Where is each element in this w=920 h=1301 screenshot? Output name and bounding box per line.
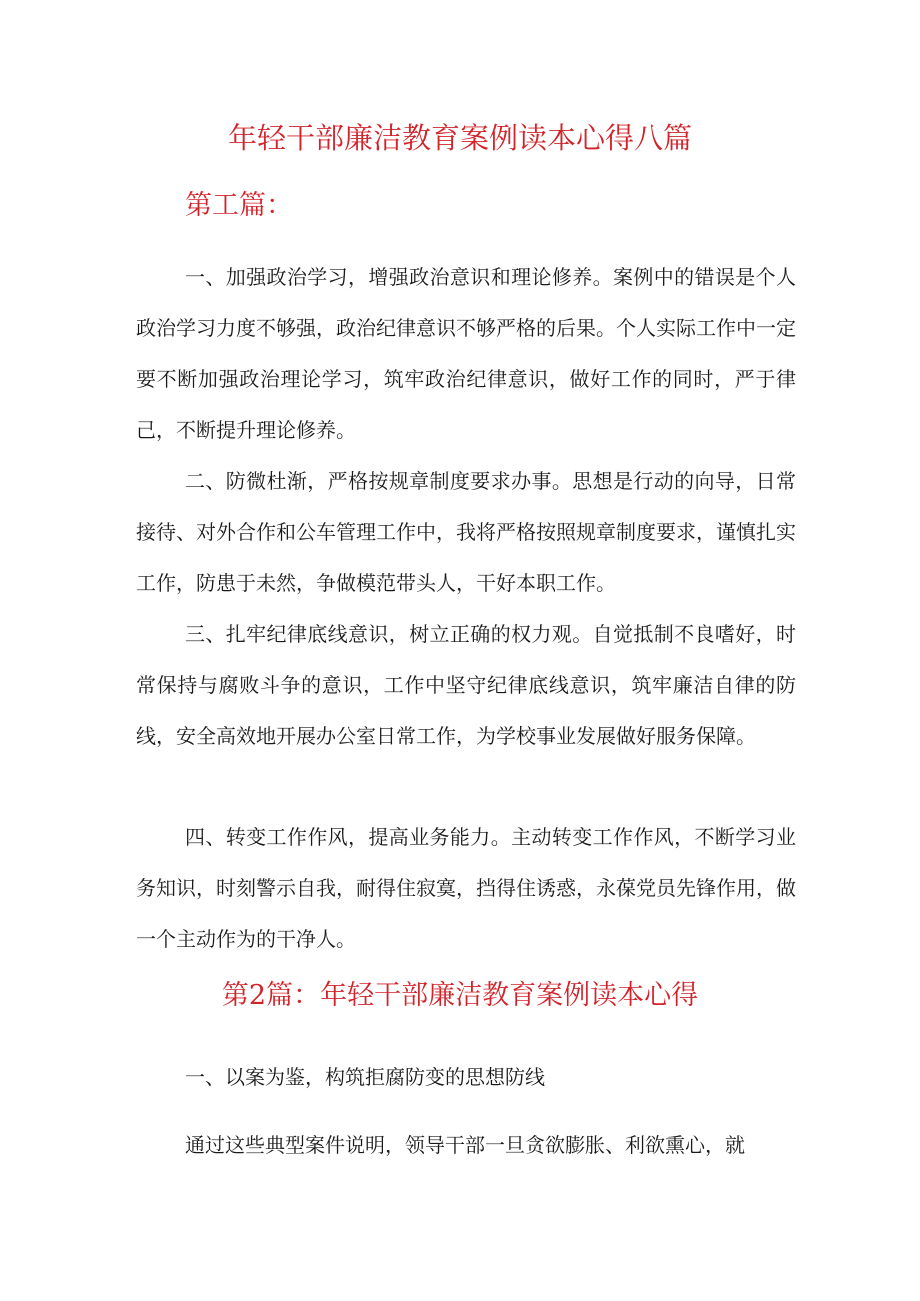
part1-paragraph-2: 二、防微杜渐，严格按规章制度要求办事。思想是行动的向导，日常接待、对外合作和公车管理工作中，我将严格按照规章制度要求，谨慎扎实工作，防患于未然，争做模范带头人，干好本职工作。 bbox=[136, 469, 796, 595]
part2-heading: 第2篇：年轻干部廉洁教育案例读本心得 bbox=[221, 980, 699, 1011]
part2-paragraph-2: 通过这些典型案件说明，领导干部一旦贪欲膨胀、利欲熏心，就 bbox=[185, 1133, 745, 1157]
part2-paragraph-1: 一、以案为鉴，构筑拒腐防变的思想防线 bbox=[185, 1065, 545, 1089]
part1-paragraph-3: 三、扎牢纪律底线意识，树立正确的权力观。自觉抵制不良嗜好，时常保持与腐败斗争的意识，工作中坚守纪律底线意识，筑牢廉洁自律的防线，安全高效地开展办公室日常工作，为学校事业发展做好服务保障。 bbox=[136, 622, 796, 748]
part1-heading: 第工篇： bbox=[185, 190, 293, 221]
document-title: 年轻干部廉洁教育案例读本心得八篇 bbox=[227, 121, 692, 155]
part1-paragraph-4: 四、转变工作作风，提高业务能力。主动转变工作作风，不断学习业务知识，时刻警示自我，耐得住寂寞，挡得住诱惑，永葆党员先锋作用，做一个主动作为的干净人。 bbox=[136, 825, 796, 951]
part1-paragraph-1: 一、加强政治学习，增强政治意识和理论修养。案例中的错误是个人政治学习力度不够强，政治纪律意识不够严格的后果。个人实际工作中一定要不断加强政治理论学习，筑牢政治纪律意识，做好工作的同时，严于律己，不断提升理论修养。 bbox=[136, 265, 796, 442]
